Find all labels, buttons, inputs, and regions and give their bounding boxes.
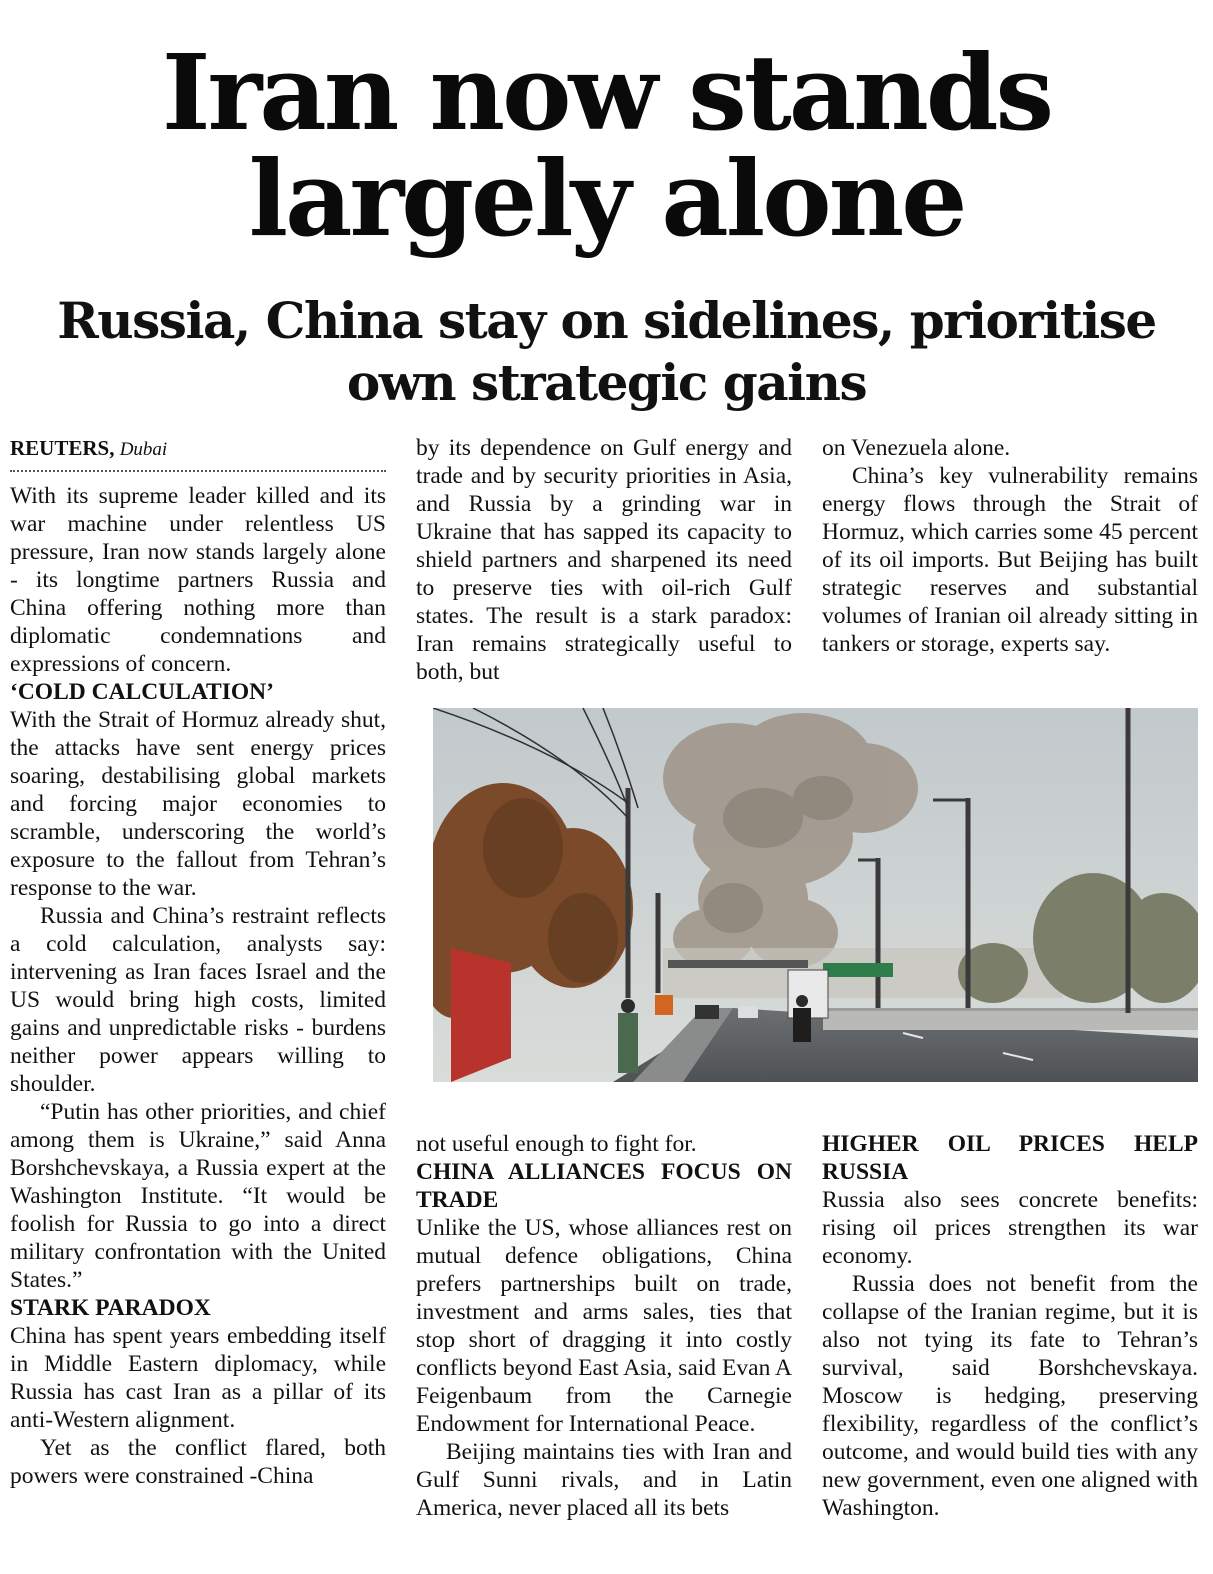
byline-place: Dubai (119, 439, 168, 460)
column-2-bottom (416, 1130, 792, 1522)
paragraph: Russia and China’s restraint reflects a cold calculation, analysts say: intervening as Iran faces Israel and the US would bring high costs, limited gains and unpredictable risks - burdens neither power appears willing to shoulder. (10, 903, 386, 1097)
section-heading-cold-calculation: ‘COLD CALCULATION’ (10, 679, 274, 705)
subhead-line-2: own strategic gains (346, 353, 867, 412)
paragraph: With the Strait of Hormuz already shut, the attacks have sent energy prices soaring, destabilising global markets and forcing major economies to scramble, underscoring the world’s exposure to the fallout from Tehran’s response to the war. (10, 707, 386, 901)
section-heading-china-alliances: CHINA ALLIANCES FOCUS ON TRADE (416, 1159, 792, 1213)
paragraph: Beijing maintains ties with Iran and Gulf Sunni rivals, and in Latin America, never placed all its bets (416, 1439, 792, 1521)
paragraph: on Venezuela alone. (822, 435, 1011, 461)
paragraph: not useful enough to fight for. (416, 1131, 697, 1157)
subheadline (0, 290, 1213, 414)
paragraph: With its supreme leader killed and its war machine under relentless US pressure, Iran now stands largely alone - its longtime partners Russia and China offering nothing more than diplomatic condemnations and expressions of concern. (10, 483, 386, 677)
section-heading-higher-oil-prices: HIGHER OIL PRICES HELP RUSSIA (822, 1131, 1198, 1185)
paragraph: “Putin has other priorities, and chief among them is Ukraine,” said Anna Borshchevskaya, a Russia expert at the Washington Institute. “It would be foolish for Russia to go into a direct military confrontation with the United States.” (10, 1099, 386, 1293)
section-heading-stark-paradox: STARK PARADOX (10, 1295, 211, 1321)
news-photo-smoke-over-tehran-road (433, 708, 1198, 1082)
paragraph: Yet as the conflict flared, both powers were constrained -China (10, 1435, 386, 1489)
headline-line-1: Iran now stands (161, 31, 1052, 154)
paragraph: Russia also sees concrete benefits: rising oil prices strengthen its war economy. (822, 1187, 1198, 1269)
column-2-top (416, 434, 792, 686)
headline (0, 31, 1213, 260)
paragraph: China has spent years embedding itself in Middle Eastern diplomacy, while Russia has cast Iran as a pillar of its anti-Western alignment. (10, 1323, 386, 1433)
byline-agency: REUTERS, (10, 436, 115, 460)
paragraph: China’s key vulnerability remains energy flows through the Strait of Hormuz, which carries some 45 percent of its oil imports. But Beijing has built strategic reserves and substantial volumes of Iranian oil already sitting in tankers or storage, experts say. (822, 463, 1198, 657)
paragraph: by its dependence on Gulf energy and trade and by security priorities in Asia, and Russia by a grinding war in Ukraine that has sapped its capacity to shield partners and sharpened its need to preserve ties with oil-rich Gulf states. The result is a stark paradox: Iran remains strategically useful to both, but (416, 435, 792, 685)
subhead-line-1: Russia, China stay on sidelines, prioritise (57, 291, 1156, 350)
column-3-bottom (822, 1130, 1198, 1522)
paragraph: Russia does not benefit from the collapse of the Iranian regime, but it is also not tying its fate to Tehran’s survival, said Borshchevskaya. Moscow is hedging, preserving flexibility, regardless of the conflict’s outcome, and would build ties with any new government, even one aligned with Washington. (822, 1271, 1198, 1521)
paragraph: Unlike the US, whose alliances rest on mutual defence obligations, China prefers partnerships built on trade, investment and arms sales, ties that stop short of dragging it into costly conflicts beyond East Asia, said Evan A Feigenbaum from the Carnegie Endowment for International Peace. (416, 1215, 792, 1437)
column-3-top (822, 434, 1198, 658)
column-1 (10, 434, 386, 1490)
byline (10, 434, 386, 472)
headline-line-2: largely alone (248, 137, 965, 260)
